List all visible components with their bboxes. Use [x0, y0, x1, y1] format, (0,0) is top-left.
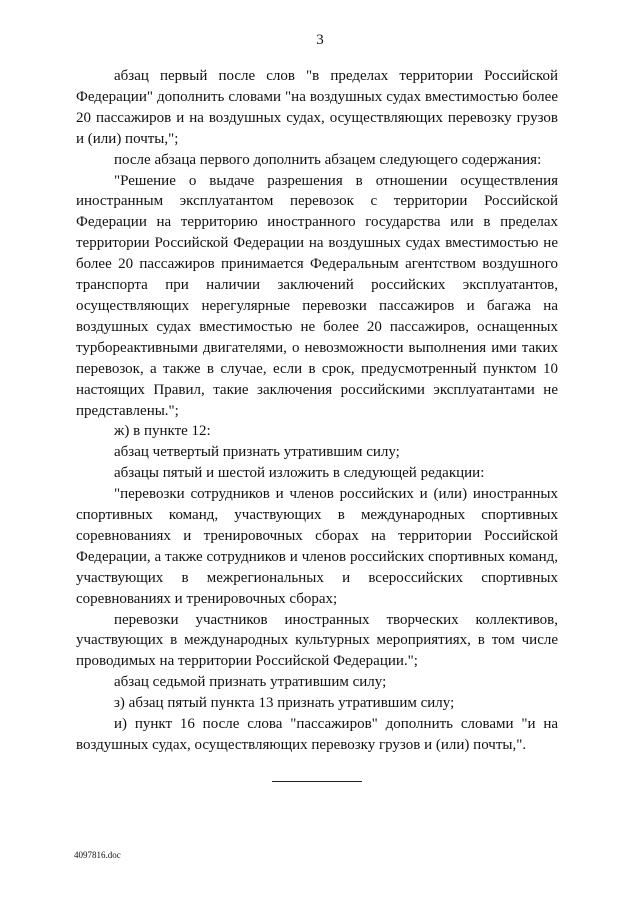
paragraph: ж) в пункте 12:	[114, 423, 211, 440]
paragraph: "Решение о выдаче разрешения в отношении осуществления иностранным эксплуатантом перевозок с территории Российской Федерации на территорию иностранного государства или в пределах территории Российской Федерации на воздушных судах вместимостью не более 20 пассажиров принимается Федеральным агентством воздушного транспорта при наличии заключений российских эксплуатантов, осуществляющих нерегулярные перевозки пассажиров и багажа на воздушных судах вместимостью не более 20 пассажиров, оснащенных турбореактивными двигателями, о невозможности выполнения ими таких перевозок, а также в случае, если в срок, предусмотренный пунктом 10 настоящих Правил, такие заключения российскими эксплуатантами не представлены.";	[76, 172, 558, 419]
paragraph: после абзаца первого дополнить абзацем следующего содержания:	[114, 151, 542, 168]
document-body	[76, 66, 558, 756]
paragraph: абзацы пятый и шестой изложить в следующей редакции:	[114, 465, 485, 482]
paragraph: абзац седьмой признать утратившим силу;	[114, 674, 387, 691]
paragraph: и) пункт 16 после слова "пассажиров" дополнить словами "и на воздушных судах, осуществляющих перевозку грузов и (или) почты,".	[76, 716, 558, 753]
paragraph: перевозки участников иностранных творческих коллективов, участвующих в международных культурных мероприятиях, в том числе проводимых на территории Российской Федерации.";	[76, 611, 558, 670]
paragraph: з) абзац пятый пункта 13 признать утратившим силу;	[114, 695, 455, 712]
document-file-id: 4097816.doc	[74, 850, 121, 860]
paragraph: "перевозки сотрудников и членов российских и (или) иностранных спортивных команд, участвующих в международных спортивных соревнованиях и тренировочных сборах на территории Российской Федерации, а также сотрудников и членов российских спортивных команд, участвующих в межрегиональных и всероссийских спортивных соревнованиях и тренировочных сборах;	[76, 486, 558, 607]
paragraph: абзац первый после слов "в пределах территории Российской Федерации" дополнить словами "на воздушных судах вместимостью более 20 пассажиров и на воздушных судах, осуществляющих перевозку грузов и (или) почты,";	[76, 68, 558, 147]
closing-rule	[272, 781, 362, 782]
paragraph: абзац четвертый признать утратившим силу;	[114, 444, 400, 461]
page-number: 3	[316, 32, 324, 48]
